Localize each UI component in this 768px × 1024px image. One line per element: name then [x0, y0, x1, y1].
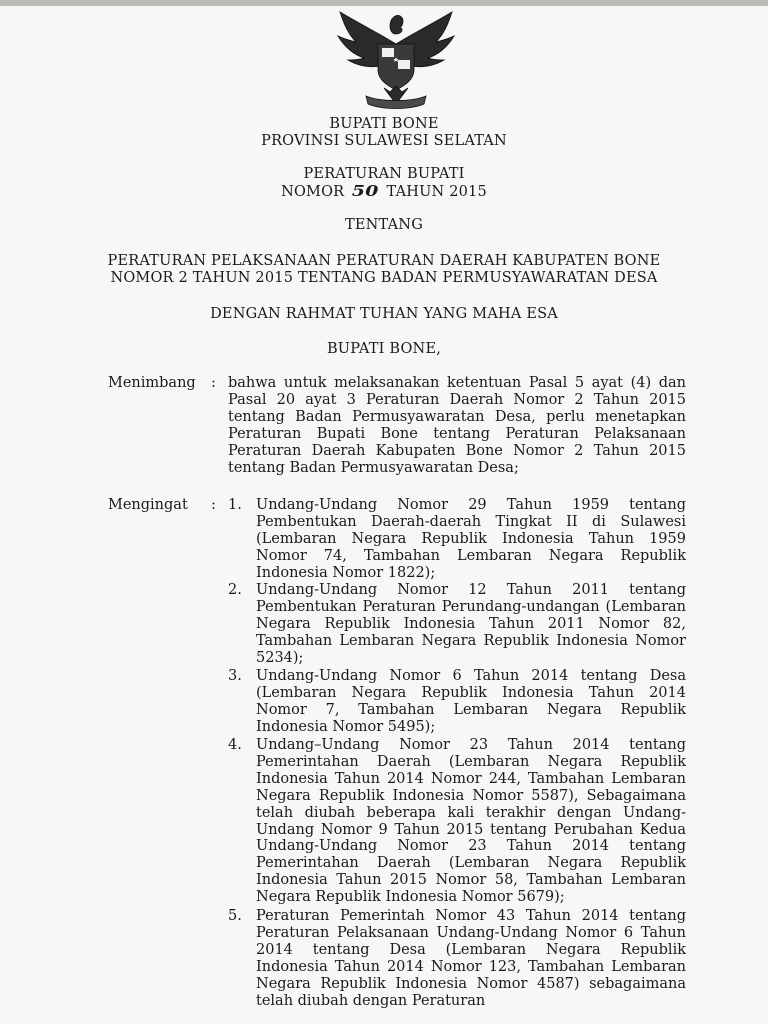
list-item-number: 5.	[228, 908, 242, 924]
list-item-text: Undang-Undang Nomor 6 Tahun 2014 tentang Desa (Lembaran Negara Republik Indonesia Tahun 2014 Nomor 7, Tambahan Lembaran Negara Republik Indonesia Nomor 5495);	[256, 668, 686, 735]
list-item-text: Undang–Undang Nomor 23 Tahun 2014 tentang Pemerintahan Daerah (Lembaran Negara Republik Indonesia Tahun 2014 Nomor 244, Tambahan Lembaran Negara Republik Indonesia Nomor 5587), Sebagaimana telah diubah beberapa kali terakhir dengan Undang-Undang Nomor 9 Tahun 2015 tentang Perubahan Kedua Undang-Undang Nomor 23 Tahun 2014 tentang Pemerintahan Daerah (Lembaran Negara Republik Indonesia Tahun 2015 Nomor 58, Tambahan Lembaran Negara Republik Indonesia Nomor 5679);	[256, 737, 686, 906]
list-item-number: 4.	[228, 737, 242, 753]
number-year: TAHUN 2015	[386, 184, 487, 200]
garuda-emblem-icon	[330, 4, 462, 112]
mengingat-colon: :	[211, 497, 216, 513]
list-item-number: 1.	[228, 497, 242, 513]
handwritten-number: 50	[352, 183, 379, 200]
mengingat-label: Mengingat	[108, 497, 188, 513]
about-label: TENTANG	[345, 217, 423, 233]
list-item-text: Undang-Undang Nomor 29 Tahun 1959 tentang Pembentukan Daerah-daerah Tingkat II di Sulawesi (Lembaran Negara Republik Indonesia Tahun 1959 Nomor 74, Tambahan Lembaran Negara Republik Indonesia Nomor 1822);	[256, 497, 686, 581]
title-line-2: NOMOR 2 TAHUN 2015 TENTANG BADAN PERMUSYAWARATAN DESA	[110, 270, 658, 286]
list-item-text: Undang-Undang Nomor 12 Tahun 2011 tentang Pembentukan Peraturan Perundang-undangan (Lembaran Negara Republik Indonesia Tahun 2011 Nomor 82, Tambahan Lembaran Negara Republik Indonesia Nomor 5234);	[256, 582, 686, 666]
header-line-provinsi: PROVINSI SULAWESI SELATAN	[261, 133, 507, 149]
authority: BUPATI BONE,	[326, 341, 442, 357]
menimbang-colon: :	[211, 375, 216, 391]
menimbang-label: Menimbang	[108, 375, 196, 391]
list-item-text: Peraturan Pemerintah Nomor 43 Tahun 2014 tentang Peraturan Pelaksanaan Undang-Undang Nomor 6 Tahun 2014 tentang Desa (Lembaran Negara Republik Indonesia Tahun 2014 Nomor 123, Tambahan Lembaran Negara Republik Indonesia Nomor 4587) sebagaimana telah diubah dengan Peraturan	[256, 908, 686, 1009]
list-item-number: 2.	[228, 582, 242, 598]
header-line-bupati: BUPATI BONE	[329, 116, 439, 132]
menimbang-text: bahwa untuk melaksanakan ketentuan Pasal 5 ayat (4) dan Pasal 20 ayat 3 Peraturan Daerah Nomor 2 Tahun 2015 tentang Badan Permusyawaratan Desa, perlu menetapkan Peraturan Bupati Bone tentang Peraturan Pelaksanaan Peraturan Daerah Kabupaten Bone Nomor 2 Tahun 2015 tentang Badan Permusyawaratan Desa;	[228, 375, 686, 476]
number-prefix: NOMOR	[281, 184, 345, 200]
regulation-number	[0, 183, 768, 201]
list-item-number: 3.	[228, 668, 242, 684]
regulation-type: PERATURAN BUPATI	[303, 166, 465, 182]
invocation: DENGAN RAHMAT TUHAN YANG MAHA ESA	[210, 306, 558, 322]
title-line-1: PERATURAN PELAKSANAAN PERATURAN DAERAH KABUPATEN BONE	[107, 253, 661, 269]
